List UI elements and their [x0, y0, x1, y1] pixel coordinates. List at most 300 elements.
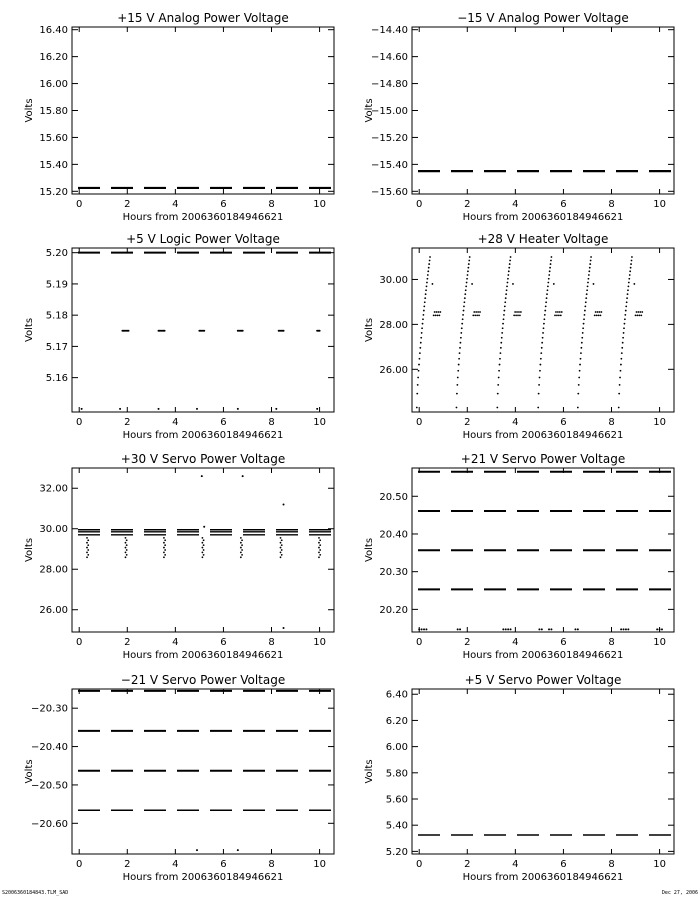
data-point	[584, 314, 586, 316]
data-point	[126, 554, 128, 556]
y-tick-label: 32.00	[39, 483, 68, 495]
chart-panel	[364, 232, 674, 441]
data-point	[543, 318, 545, 320]
y-tick-label: 5.20	[45, 248, 68, 260]
y-tick-label: 28.00	[39, 564, 68, 576]
y-tick-label: 26.00	[379, 364, 408, 376]
x-tick-label: 4	[512, 859, 519, 870]
data-point	[439, 314, 441, 316]
data-point	[318, 556, 320, 558]
y-tick-label: −20.40	[30, 742, 68, 754]
x-tick-label: 2	[124, 637, 131, 648]
data-point	[627, 293, 629, 295]
y-tick-label: 15.60	[39, 132, 68, 144]
data-point	[550, 263, 552, 265]
data-point	[196, 408, 198, 410]
data-point	[87, 549, 89, 551]
data-point	[622, 342, 624, 344]
data-point	[435, 314, 437, 316]
data-point	[625, 628, 627, 630]
data-point	[476, 314, 478, 316]
data-point	[428, 267, 430, 269]
data-point	[626, 297, 628, 299]
data-point	[498, 370, 500, 372]
y-tick-label: 20.30	[379, 567, 408, 579]
data-point	[319, 539, 321, 541]
data-point	[620, 628, 622, 630]
data-point	[203, 554, 205, 556]
x-tick-label: 0	[416, 199, 423, 210]
footer-date: Dec 27, 2006	[661, 890, 698, 896]
y-tick-label: 6.20	[385, 715, 408, 727]
data-point	[203, 526, 205, 528]
data-point	[456, 384, 458, 386]
data-point	[466, 282, 468, 284]
chart-title: +5 V Logic Power Voltage	[126, 232, 280, 246]
data-point	[203, 539, 205, 541]
data-point	[518, 311, 520, 313]
chart-title: +15 V Analog Power Voltage	[117, 11, 289, 25]
data-point	[87, 544, 89, 546]
chart-title: +5 V Servo Power Voltage	[464, 673, 622, 687]
data-point	[163, 552, 165, 554]
y-tick-label: −20.50	[30, 780, 68, 792]
data-point	[590, 260, 592, 262]
data-point	[626, 301, 628, 303]
data-point	[439, 311, 441, 313]
chart-panel	[24, 11, 334, 223]
x-tick-label: 4	[512, 637, 519, 648]
data-point	[421, 327, 423, 329]
x-tick-label: 6	[560, 199, 567, 210]
x-axis-label: Hours from 2006360184946621	[462, 212, 624, 223]
data-point	[417, 377, 419, 379]
y-axis-label: Volts	[24, 759, 35, 784]
data-point	[418, 628, 420, 630]
chart-panel	[24, 232, 334, 441]
x-tick-label: 0	[76, 859, 83, 870]
y-tick-label: 28.00	[379, 319, 408, 331]
data-point	[240, 556, 242, 558]
data-point	[459, 347, 461, 349]
x-tick-label: 10	[313, 637, 326, 648]
chart-title: +30 V Servo Power Voltage	[120, 452, 286, 466]
y-tick-label: −15.20	[370, 132, 408, 144]
x-tick-label: 10	[653, 417, 666, 428]
data-point	[468, 263, 470, 265]
data-point	[548, 274, 550, 276]
data-point	[638, 311, 640, 313]
data-point	[500, 352, 502, 354]
y-tick-label: −14.60	[370, 52, 408, 64]
data-point	[656, 628, 658, 630]
data-point	[163, 542, 165, 544]
y-tick-label: 5.16	[45, 373, 68, 385]
data-point	[502, 323, 504, 325]
x-tick-label: 4	[172, 199, 179, 210]
data-point	[419, 347, 421, 349]
data-point	[477, 311, 479, 313]
data-point	[636, 311, 638, 313]
data-point	[281, 544, 283, 546]
data-point	[419, 358, 421, 360]
data-point	[318, 552, 320, 554]
data-point	[580, 352, 582, 354]
data-point	[618, 407, 620, 409]
data-point	[432, 283, 434, 285]
data-point	[316, 408, 318, 410]
data-point	[544, 310, 546, 312]
data-point	[502, 628, 504, 630]
data-point	[425, 289, 427, 291]
x-tick-label: 2	[124, 199, 131, 210]
data-point	[465, 285, 467, 287]
data-point	[500, 342, 502, 344]
data-point	[561, 311, 563, 313]
data-point	[497, 384, 499, 386]
y-tick-label: 20.40	[379, 529, 408, 541]
y-tick-label: −20.30	[30, 703, 68, 715]
y-tick-label: 16.40	[39, 25, 68, 37]
y-tick-label: 26.00	[39, 605, 68, 617]
data-point	[86, 547, 88, 549]
data-point	[81, 408, 83, 410]
data-point	[457, 628, 459, 630]
data-point	[497, 393, 499, 395]
y-tick-label: 15.40	[39, 159, 68, 171]
data-point	[597, 311, 599, 313]
data-point	[543, 327, 545, 329]
data-point	[628, 282, 630, 284]
y-axis-label: Volts	[24, 98, 35, 123]
data-point	[126, 539, 128, 541]
data-point	[508, 267, 510, 269]
x-tick-label: 0	[76, 199, 83, 210]
data-point	[416, 393, 418, 395]
data-point	[630, 267, 632, 269]
data-point	[460, 342, 462, 344]
x-tick-label: 6	[560, 417, 567, 428]
chart-panel	[24, 673, 334, 883]
data-point	[241, 539, 243, 541]
data-point	[422, 318, 424, 320]
data-point	[619, 384, 621, 386]
x-tick-label: 0	[416, 417, 423, 428]
data-point	[202, 552, 204, 554]
x-axis-label: Hours from 2006360184946621	[122, 212, 284, 223]
data-point	[623, 332, 625, 334]
data-point	[582, 332, 584, 334]
y-axis-label: Volts	[364, 317, 375, 343]
data-point	[86, 556, 88, 558]
data-point	[559, 311, 561, 313]
data-point	[434, 311, 436, 313]
x-tick-label: 10	[313, 859, 326, 870]
data-point	[627, 289, 629, 291]
data-point	[510, 628, 512, 630]
data-point	[496, 407, 498, 409]
data-point	[538, 384, 540, 386]
data-point	[540, 352, 542, 354]
data-point	[87, 554, 89, 556]
data-point	[628, 278, 630, 280]
data-point	[640, 314, 642, 316]
data-point	[507, 282, 509, 284]
data-point	[427, 270, 429, 272]
data-point	[505, 293, 507, 295]
x-tick-label: 4	[172, 637, 179, 648]
data-point	[472, 314, 474, 316]
data-point	[196, 849, 198, 851]
data-point	[86, 537, 88, 539]
x-tick-label: 10	[653, 637, 666, 648]
x-axis-label: Hours from 2006360184946621	[462, 650, 624, 661]
y-tick-label: 5.40	[385, 820, 408, 832]
y-tick-label: 30.00	[39, 524, 68, 536]
data-point	[158, 408, 160, 410]
data-point	[280, 556, 282, 558]
y-tick-label: 5.17	[45, 341, 68, 353]
data-point	[537, 407, 539, 409]
data-point	[281, 549, 283, 551]
x-tick-label: 4	[172, 417, 179, 428]
y-tick-label: 5.80	[385, 768, 408, 780]
data-point	[593, 283, 595, 285]
data-point	[462, 314, 464, 316]
data-point	[427, 274, 429, 276]
data-point	[509, 263, 511, 265]
data-point	[203, 549, 205, 551]
data-point	[125, 547, 127, 549]
data-point	[420, 342, 422, 344]
data-point	[458, 364, 460, 366]
data-point	[426, 278, 428, 280]
data-point	[283, 330, 285, 332]
data-point	[600, 314, 602, 316]
data-point	[280, 542, 282, 544]
data-point	[164, 539, 166, 541]
data-point	[546, 293, 548, 295]
data-point	[596, 314, 598, 316]
data-point	[86, 552, 88, 554]
data-point	[318, 547, 320, 549]
data-point	[514, 311, 516, 313]
data-point	[423, 310, 425, 312]
data-point	[503, 318, 505, 320]
data-point	[588, 270, 590, 272]
data-point	[555, 311, 557, 313]
data-point	[463, 310, 465, 312]
data-point	[425, 628, 427, 630]
data-point	[619, 377, 621, 379]
data-point	[585, 301, 587, 303]
data-point	[126, 544, 128, 546]
data-point	[119, 408, 121, 410]
data-point	[622, 337, 624, 339]
data-point	[541, 342, 543, 344]
data-point	[547, 282, 549, 284]
data-point	[584, 310, 586, 312]
x-tick-label: 8	[608, 417, 615, 428]
data-point	[631, 256, 633, 258]
data-point	[539, 370, 541, 372]
data-point	[428, 263, 430, 265]
data-point	[460, 332, 462, 334]
data-point	[466, 278, 468, 280]
data-point	[502, 327, 504, 329]
y-tick-label: 6.40	[385, 689, 408, 701]
x-tick-label: 4	[172, 859, 179, 870]
data-point	[586, 293, 588, 295]
data-point	[624, 314, 626, 316]
data-point	[461, 323, 463, 325]
data-point	[423, 314, 425, 316]
data-point	[125, 537, 127, 539]
data-point	[500, 347, 502, 349]
y-tick-label: 5.18	[45, 310, 68, 322]
x-axis-label: Hours from 2006360184946621	[462, 430, 624, 441]
data-point	[437, 314, 439, 316]
x-tick-label: 4	[512, 417, 519, 428]
x-tick-label: 10	[313, 417, 326, 428]
data-point	[458, 358, 460, 360]
y-tick-label: 16.20	[39, 52, 68, 64]
data-point	[203, 330, 205, 332]
data-point	[501, 337, 503, 339]
data-point	[625, 310, 627, 312]
data-point	[421, 628, 423, 630]
x-tick-label: 8	[268, 199, 275, 210]
data-point	[467, 274, 469, 276]
x-tick-label: 6	[220, 637, 227, 648]
chart-title: +28 V Heater Voltage	[477, 232, 609, 246]
data-point	[424, 301, 426, 303]
x-tick-label: 0	[416, 637, 423, 648]
data-point	[588, 278, 590, 280]
data-point	[237, 408, 239, 410]
data-point	[579, 364, 581, 366]
data-point	[280, 552, 282, 554]
plot-frame	[412, 689, 674, 854]
data-point	[127, 330, 129, 332]
data-point	[624, 323, 626, 325]
data-point	[318, 537, 320, 539]
data-point	[553, 283, 555, 285]
data-point	[618, 393, 620, 395]
x-tick-label: 4	[512, 199, 519, 210]
data-point	[509, 260, 511, 262]
data-point	[635, 314, 637, 316]
data-point	[429, 260, 431, 262]
data-point	[164, 554, 166, 556]
data-point	[539, 364, 541, 366]
data-point	[620, 358, 622, 360]
data-point	[419, 352, 421, 354]
data-point	[547, 285, 549, 287]
data-point	[550, 260, 552, 262]
data-point	[467, 267, 469, 269]
data-point	[126, 549, 128, 551]
data-point	[202, 542, 204, 544]
x-tick-label: 8	[608, 199, 615, 210]
y-tick-label: 16.00	[39, 79, 68, 91]
data-point	[163, 537, 165, 539]
data-point	[125, 556, 127, 558]
data-point	[418, 364, 420, 366]
data-point	[550, 628, 552, 630]
data-point	[421, 332, 423, 334]
x-tick-label: 8	[268, 637, 275, 648]
data-point	[583, 323, 585, 325]
chart-title: −21 V Servo Power Voltage	[120, 673, 286, 687]
data-point	[590, 256, 592, 258]
data-point	[589, 267, 591, 269]
data-point	[594, 314, 596, 316]
data-point	[202, 537, 204, 539]
y-tick-label: 5.19	[45, 279, 68, 291]
data-point	[554, 314, 556, 316]
data-point	[125, 542, 127, 544]
data-point	[86, 542, 88, 544]
y-axis-label: Volts	[24, 317, 35, 343]
data-point	[510, 256, 512, 258]
data-point	[240, 537, 242, 539]
data-point	[426, 285, 428, 287]
x-tick-label: 2	[124, 859, 131, 870]
y-tick-label: 15.80	[39, 106, 68, 117]
data-point	[319, 330, 321, 332]
data-point	[581, 342, 583, 344]
x-tick-label: 6	[560, 859, 567, 870]
y-tick-label: 20.20	[379, 604, 408, 616]
data-point	[579, 370, 581, 372]
data-point	[578, 377, 580, 379]
data-point	[577, 628, 579, 630]
data-point	[319, 544, 321, 546]
data-point	[461, 327, 463, 329]
data-point	[87, 539, 89, 541]
data-point	[539, 377, 541, 379]
data-point	[560, 314, 562, 316]
data-point	[456, 393, 458, 395]
data-point	[418, 370, 420, 372]
data-point	[520, 311, 522, 313]
x-tick-label: 8	[268, 417, 275, 428]
data-point	[582, 327, 584, 329]
data-point	[638, 314, 640, 316]
plot-frame	[72, 27, 334, 194]
data-point	[281, 554, 283, 556]
data-point	[462, 318, 464, 320]
data-point	[580, 347, 582, 349]
data-point	[588, 274, 590, 276]
data-point	[201, 475, 203, 477]
data-point	[544, 314, 546, 316]
y-tick-label: 5.60	[385, 794, 408, 806]
x-axis-label: Hours from 2006360184946621	[122, 872, 284, 883]
y-tick-label: −14.40	[370, 25, 408, 37]
data-point	[319, 554, 321, 556]
data-point	[589, 263, 591, 265]
x-axis-label: Hours from 2006360184946621	[122, 650, 284, 661]
data-point	[275, 408, 277, 410]
x-tick-label: 0	[76, 637, 83, 648]
data-point	[623, 327, 625, 329]
y-tick-label: −20.60	[30, 818, 68, 830]
y-tick-label: 5.20	[385, 846, 408, 858]
data-point	[463, 305, 465, 307]
x-tick-label: 0	[76, 417, 83, 428]
